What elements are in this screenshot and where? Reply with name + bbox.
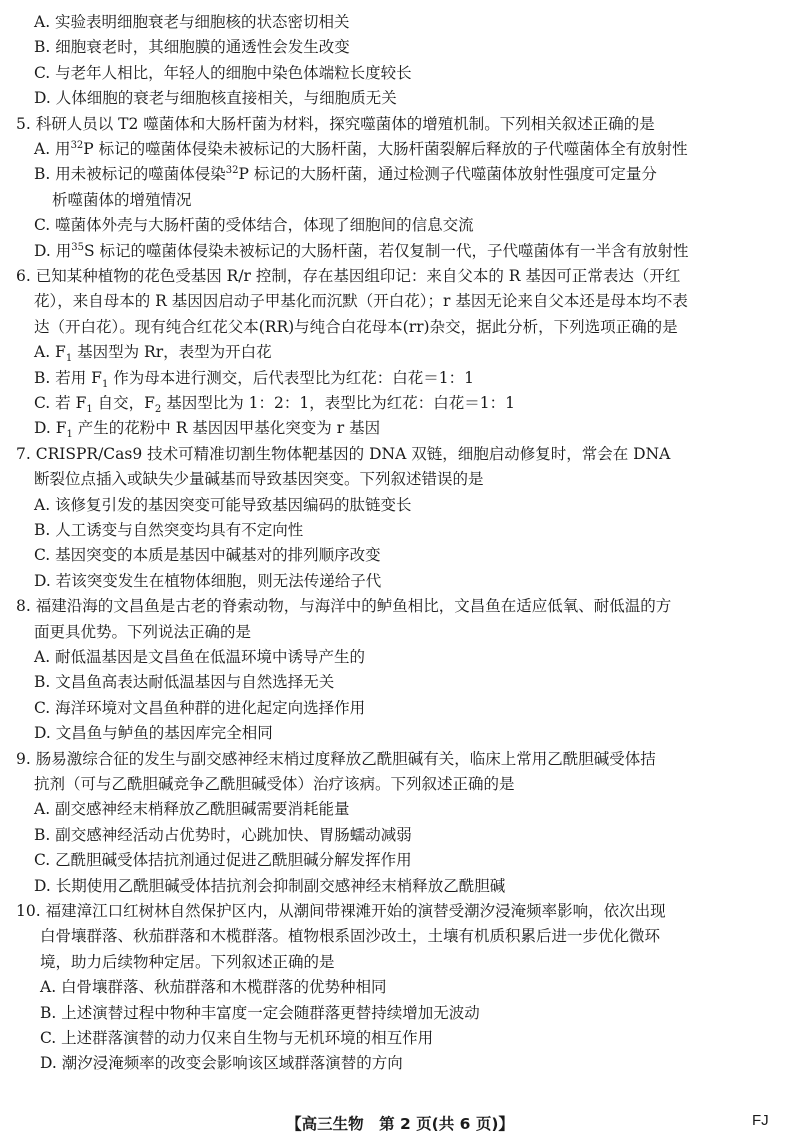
q9-option-a: A. 副交感神经末梢释放乙酰胆碱需要消耗能量 xyxy=(34,800,350,819)
q4-option-b: B. 细胞衰老时，其细胞膜的通透性会发生改变 xyxy=(34,38,350,57)
q10-option-a: A. 白骨壤群落、秋茄群落和木榄群落的优势种相同 xyxy=(40,978,387,997)
q7-option-c: C. 基因突变的本质是基因中碱基对的排列顺序改变 xyxy=(34,546,381,565)
q9-option-b: B. 副交感神经活动占优势时，心跳加快、胃肠蠕动减弱 xyxy=(34,825,412,844)
q7-stem-line2: 断裂位点插入或缺失少量碱基而导致基因突变。下列叙述错误的是 xyxy=(34,470,484,489)
q10-option-b: B. 上述演替过程中物种丰富度一定会随群落更替持续增加无波动 xyxy=(40,1003,480,1022)
q6-option-d: D. $F_1$ 产生的花粉中 R 基因因甲基化突变为 r 基因 xyxy=(34,419,381,441)
page-footer: 【高三生物 第 2 页(共 6 页)】 xyxy=(286,1115,514,1133)
q10-stem-line3: 境，助力后续物种定居。下列叙述正确的是 xyxy=(40,952,335,971)
q6-option-c: C. 若 $F_1$ 自交，$F_2$ 基因型比为 1：2：1，表型比为红花：白花＝1：1 xyxy=(34,394,515,416)
q8-stem-line2: 面更具优势。下列说法正确的是 xyxy=(34,622,252,641)
q8-option-d: D. 文昌鱼与鲈鱼的基因库完全相同 xyxy=(34,724,273,743)
q7-stem-line1: 7. CRISPR/Cas9 技术可精准切割生物体靶基因的 DNA 双链，细胞启动修复时，常会在 DNA xyxy=(16,444,671,463)
q5-option-d: D. 用$^{35}$S 标记的噬菌体侵染未被标记的大肠杆菌，若仅复制一代，子代噬菌体有一半含有放射性 xyxy=(34,241,689,260)
q5-option-b-cont: 析噬菌体的增殖情况 xyxy=(52,190,192,209)
q8-option-a: A. 耐低温基因是文昌鱼在低温环境中诱导产生的 xyxy=(34,648,366,666)
q6-option-b: B. 若用 $F_1$ 作为母本进行测交，后代表型比为红花：白花＝1：1 xyxy=(34,368,474,390)
q4-option-c: C. 与老年人相比，年轻人的细胞中染色体端粒长度较长 xyxy=(34,63,412,82)
q8-stem-line1: 8. 福建沿海的文昌鱼是古老的脊索动物，与海洋中的鲈鱼相比，文昌鱼在适应低氧、耐低温的方 xyxy=(16,597,672,616)
q6-stem-line2: 花），来自母本的 R 基因因启动子甲基化而沉默（开白花）；r 基因无论来自父本还是母本均不表 xyxy=(34,292,688,311)
q5-option-b: B. 用未被标记的噬菌体侵染$^{32}$P 标记的大肠杆菌，通过检测子代噬菌体放射性强度可定量分 xyxy=(34,165,657,184)
q4-option-a: A. 实验表明细胞衰老与细胞核的状态密切相关 xyxy=(34,13,350,31)
q6-option-a: A. $F_1$ 基因型为 Rr，表型为开白花 xyxy=(34,343,272,365)
q9-option-c: C. 乙酰胆碱受体拮抗剂通过促进乙酰胆碱分解发挥作用 xyxy=(34,851,412,870)
q8-option-b: B. 文昌鱼高表达耐低温基因与自然选择无关 xyxy=(34,673,335,692)
q10-stem-line2: 白骨壤群落、秋茄群落和木榄群落。植物根系固沙改土，土壤有机质积累后进一步优化微环 xyxy=(40,927,661,946)
q5-option-c: C. 噬菌体外壳与大肠杆菌的受体结合，体现了细胞间的信息交流 xyxy=(34,216,474,235)
q7-option-a: A. 该修复引发的基因突变可能导致基因编码的肽链变长 xyxy=(34,495,412,514)
q6-stem-line1: 6. 已知某种植物的花色受基因 R/r 控制，存在基因组印记：来自父本的 R 基因可正常表达（开红 xyxy=(16,267,681,285)
q7-option-b: B. 人工诱变与自然突变均具有不定向性 xyxy=(34,521,304,539)
q9-option-d: D. 长期使用乙酰胆碱受体拮抗剂会抑制副交感神经末梢释放乙酰胆碱 xyxy=(34,876,506,895)
q10-option-d: D. 潮汐浸淹频率的改变会影响该区域群落演替的方向 xyxy=(40,1054,403,1073)
q5-stem: 5. 科研人员以 T2 噬菌体和大肠杆菌为材料，探究噬菌体的增殖机制。下列相关叙述正确的是 xyxy=(16,114,655,133)
q10-stem-line1: 10. 福建漳江口红树林自然保护区内，从潮间带裸滩开始的演替受潮汐浸淹频率影响，依次出现 xyxy=(16,902,666,920)
q8-option-c: C. 海洋环境对文昌鱼种群的进化起定向选择作用 xyxy=(34,698,366,717)
q9-stem-line2: 抗剂（可与乙酰胆碱竞争乙酰胆碱受体）治疗该病。下列叙述正确的是 xyxy=(34,775,515,793)
q10-option-c: C. 上述群落演替的动力仅来自生物与无机环境的相互作用 xyxy=(40,1029,434,1047)
q6-stem-line3: 达（开白花）。现有纯合红花父本(RR)与纯合白花母本(rr)杂交，据此分析，下列选项正确的是 xyxy=(34,317,678,336)
footer-region-code: FJ xyxy=(752,1112,769,1129)
q4-option-d: D. 人体细胞的衰老与细胞核直接相关，与细胞质无关 xyxy=(34,89,397,108)
q7-option-d: D. 若该突变发生在植物体细胞，则无法传递给子代 xyxy=(34,571,382,590)
q5-option-a: A. 用$^{32}$P 标记的噬菌体侵染未被标记的大肠杆菌，大肠杆菌裂解后释放的子代噬菌体全有放射性 xyxy=(34,139,688,158)
q9-stem-line1: 9. 肠易激综合征的发生与副交感神经末梢过度释放乙酰胆碱有关，临床上常用乙酰胆碱受体拮 xyxy=(16,749,656,768)
